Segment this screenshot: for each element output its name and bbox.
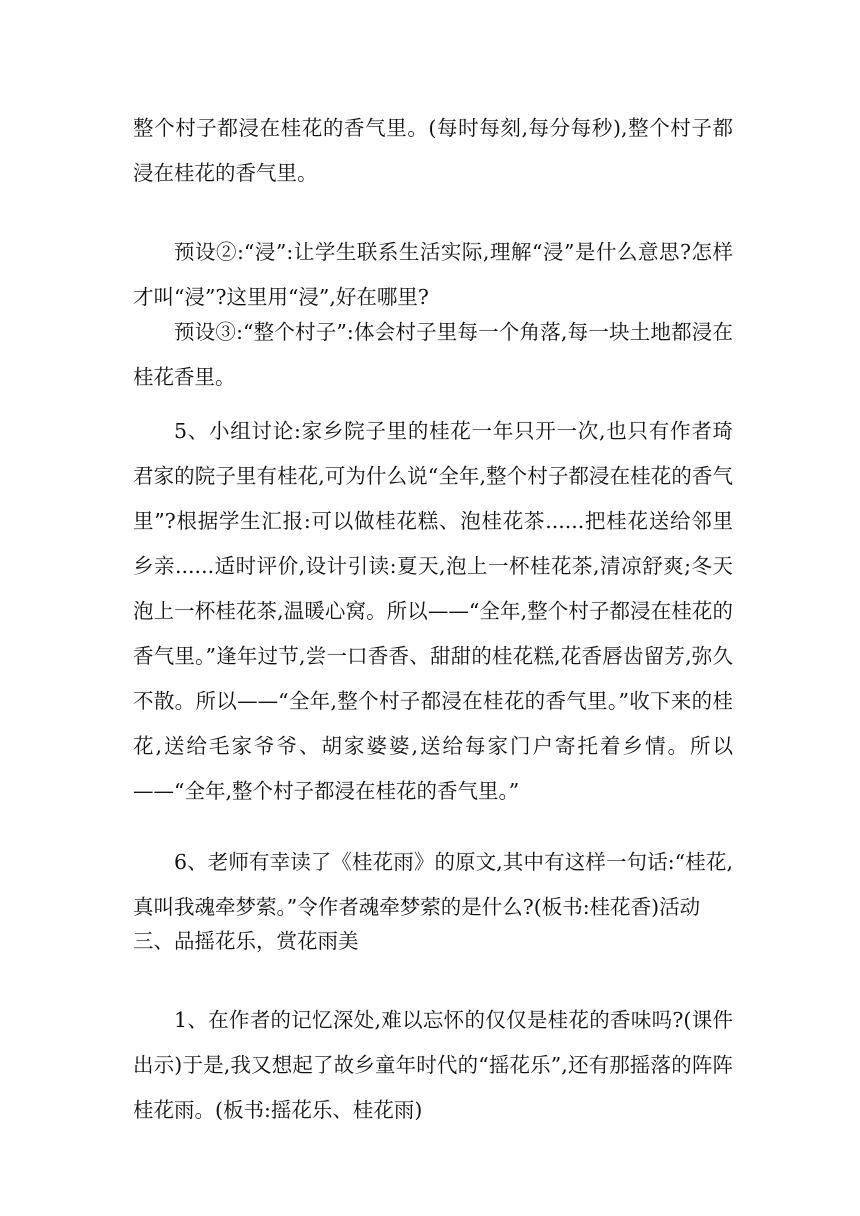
- paragraph-continuation: 整个村子都浸在桂花的香气里。(每时每刻,每分每秒),整个村子都浸在桂花的香气里。: [133, 116, 733, 185]
- paragraph-preset-3: 预设③:“整个村子”:体会村子里每一个角落,每一块土地都浸在桂花香里。: [133, 320, 733, 389]
- paragraph-group-discussion: 5、小组讨论:家乡院子里的桂花一年只开一次,也只有作者琦君家的院子里有桂花,可为什么说“全年,整个村子都浸在桂花的香气里”?根据学生汇报:可以做桂花糕、泡桂花茶......把桂花送给邻里乡亲......适时评价,设计引读:夏天,泡上一杯桂花茶,清凉舒爽;冬天泡上一杯桂花茶,温暖心窝。所以——“全年,整个村子都浸在桂花的香气里。”逢年过节,尝一口香香、甜甜的桂花糕,花香唇齿留芳,弥久不散。所以——“全年,整个村子都浸在桂花的香气里。”收下来的桂花,送给毛家爷爷、胡家婆婆,送给每家门户寄托着乡情。所以——“全年,整个村子都浸在桂花的香气里。”: [133, 419, 733, 803]
- paragraph-memory: 1、在作者的记忆深处,难以忘怀的仅仅是桂花的香味吗?(课件出示)于是,我又想起了故乡童年时代的“摇花乐”,还有那摇落的阵阵桂花雨。(板书:摇花乐、桂花雨): [133, 1008, 733, 1122]
- paragraph-original-text: 6、老师有幸读了《桂花雨》的原文,其中有这样一句话:“桂花,真叫我魂牵梦萦。”令作者魂牵梦萦的是什么?(板书:桂花香)活动: [133, 850, 733, 919]
- paragraph-preset-2: 预设②:“浸”:让学生联系生活实际,理解“浸”是什么意思?怎样才叫“浸”?这里用“浸”,好在哪里?: [133, 240, 733, 309]
- section-heading: 三、品摇花乐，赏花雨美: [133, 929, 359, 953]
